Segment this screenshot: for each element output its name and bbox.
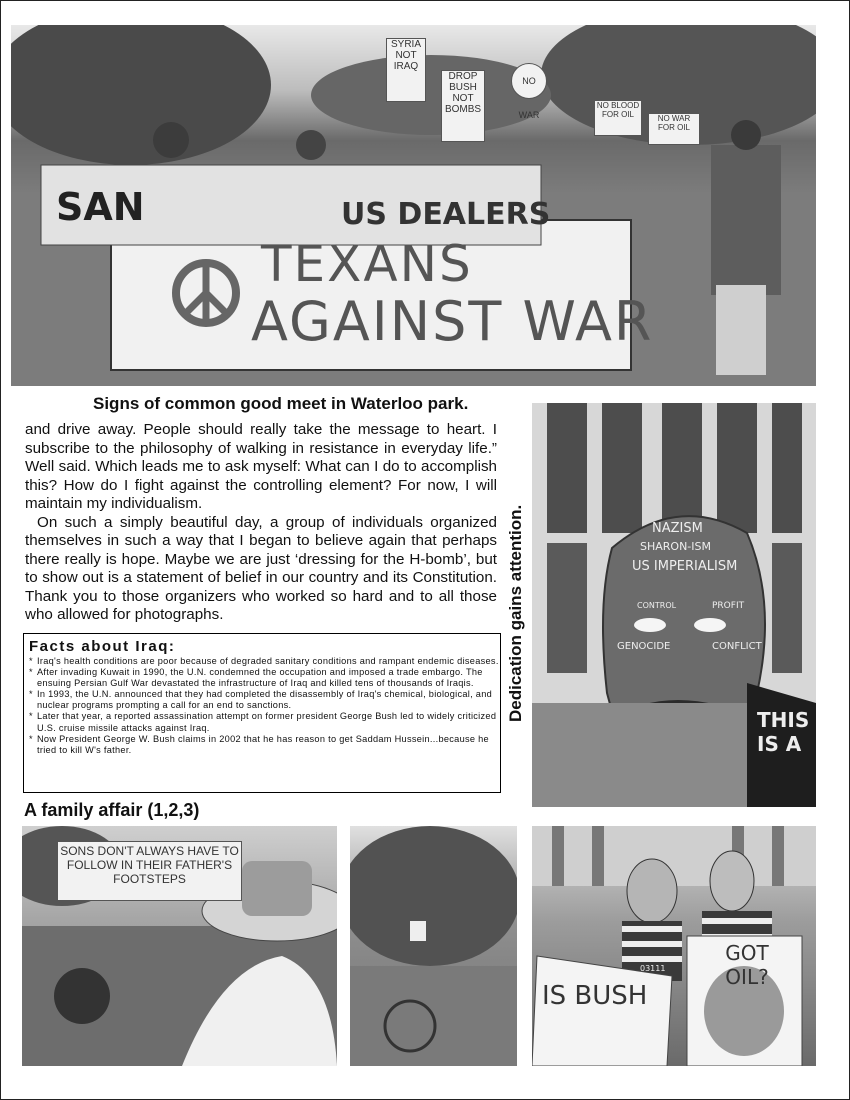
effigy-text-control: CONTROL [637,601,677,610]
facts-box [23,633,501,793]
photo-caption-main: Signs of common good meet in Waterloo park. [93,394,469,413]
facts-item: * Later that year, a reported assassination attempt on former president George Bush led to widely criticized U.S. cruise missile attacks against Iraq. [29,711,497,733]
bullet-star-icon: * [29,689,33,700]
bullet-star-icon: * [29,656,33,666]
facts-item: * In 1993, the U.N. announced that they had completed the disassembly of Iraq's chemical, biological, and nuclear programs prompting a call for an end to sanctions. [29,689,493,711]
facts-item: * Now President George W. Bush claims in 2002 that he has reason to get Saddam Hussein...because he tried to kill W's father. [29,733,489,755]
family-caption: A family affair (1,2,3) [24,800,200,820]
effigy-text-genocide: GENOCIDE [617,641,671,652]
facts-item: * Iraq's health conditions are poor because of degraded sanitary conditions and rampant endemic diseases. [29,656,499,666]
article-body [25,421,497,625]
family-sign-got-oil: GOT OIL? [725,941,769,989]
article-paragraph: and drive away. People should really take the message to heart. I subscribe to the philosophy of walking in resistance in everyday life.” Well said. Which leads me to ask myself: What can I do to accomplish this? How do I fight against the controlling element? For now, I will maintain my individualism. [25,421,497,512]
article-paragraph: On such a simply beautiful day, a group of individuals organized themselves in such a way that I began to believe again that perhaps there really is hope. Maybe we are just ‘dressing for the H-bomb’, but to show out is a statement of belief in our country and its Constitution. Thank you to those organizers who worked so hard and to all those who allowed for photographs. [25,513,497,623]
sign-no-war: NO WAR [511,63,547,99]
family-photo-1 [22,826,337,1066]
bullet-star-icon: * [29,711,33,722]
effigy-photo [532,403,816,807]
family-sign-is-bush: IS BUSH [542,981,648,1011]
sign-no-blood-for-oil: NO BLOOD FOR OIL [594,100,642,136]
effigy-text-conflict: CONFLICT [712,641,762,652]
back-banner-text-2: US DEALERS [341,197,551,232]
family-photo-2-graphic [350,826,517,1066]
bullet-star-icon: * [29,733,33,744]
effigy-text-nazism: NAZISM [652,521,703,536]
banner-against-war-text: AGAINST WAR [251,290,654,353]
sign-no-war-for-oil: NO WAR FOR OIL [648,113,700,145]
bullet-star-icon: * [29,667,33,678]
facts-title: Facts about Iraq: [29,638,176,655]
prisoner-number: 03111 [640,964,666,973]
family-photo-2 [350,826,517,1066]
banner-texans-text: TEXANS [261,235,473,293]
protest-march-photo [11,25,816,386]
sign-drop-bush: DROP BUSH NOT BOMBS [441,70,485,142]
effigy-banner-text: THIS IS A [757,708,810,756]
effigy-text-sharon: SHARON-ISM [640,540,711,553]
back-banner-text: SAN [56,185,145,229]
facts-item: * After invading Kuwait in 1990, the U.N. condemned the occupation and imposed a trade embargo. The ensuing Persian Gulf War devastated the infrastructure of Iraq and killed tens of thousands of Iraqis. [29,667,483,689]
family-photo-3 [532,826,816,1066]
effigy-text-profit: PROFIT [712,601,745,611]
facts-list [29,656,500,756]
effigy-text-imperialism: US IMPERIALISM [632,559,738,574]
sign-syria: SYRIA NOT IRAQ [386,38,426,102]
family-sign-footsteps: SONS DON'T ALWAYS HAVE TO FOLLOW IN THEIR FATHER'S FOOTSTEPS [57,841,242,901]
vertical-caption: Dedication gains attention. [506,504,525,722]
